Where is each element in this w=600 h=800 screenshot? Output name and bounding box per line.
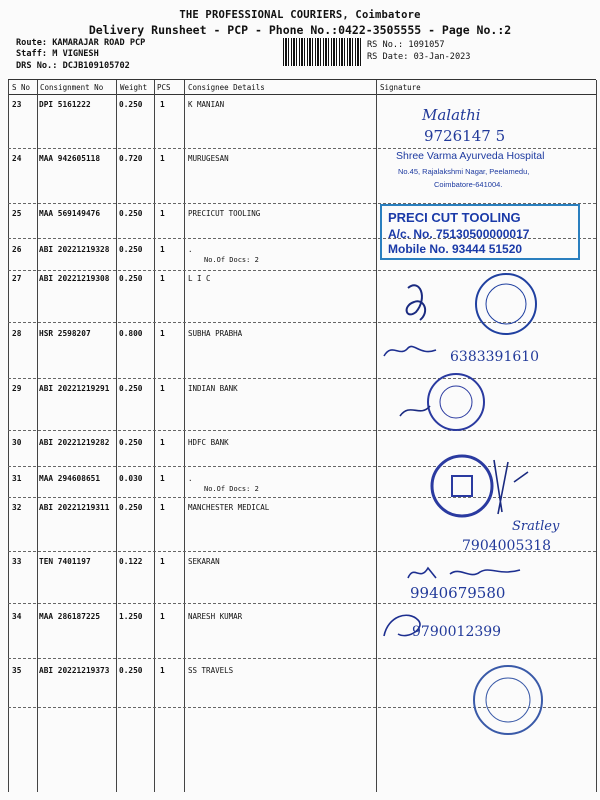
- row-sno: 35: [12, 666, 22, 675]
- subha-phone: 6383391610: [450, 349, 540, 365]
- col-divider: [116, 80, 117, 792]
- hospital-stamp-name: Shree Varma Ayurveda Hospital: [396, 150, 545, 162]
- rs-number: RS No.: 1091057: [367, 40, 445, 50]
- preci-stamp-line1: PRECI CUT TOOLING: [388, 210, 521, 225]
- sekaran-phone: 9940679580: [410, 584, 506, 602]
- row-weight: 0.250: [119, 384, 143, 393]
- preci-cut-stamp: [380, 204, 580, 260]
- row-pcs: 1: [160, 274, 165, 283]
- row-consignment-no: ABI 20221219308: [39, 274, 110, 283]
- row-no-of-docs: No.Of Docs: 2: [204, 485, 259, 493]
- row-sno: 28: [12, 329, 22, 338]
- row-pcs: 1: [160, 557, 165, 566]
- row-weight: 0.250: [119, 503, 143, 512]
- row-consignment-no: ABI 20221219328: [39, 245, 110, 254]
- lic-seal-inner-icon: [486, 284, 526, 324]
- row-weight: 0.800: [119, 329, 143, 338]
- table-header-rule: [8, 94, 596, 95]
- row-no-of-docs: No.Of Docs: 2: [204, 256, 259, 264]
- row-pcs: 1: [160, 100, 165, 109]
- row-weight: 0.250: [119, 245, 143, 254]
- row-consignee: NARESH KUMAR: [188, 612, 243, 621]
- row-weight: 0.250: [119, 209, 143, 218]
- row-consignee: SUBHA PRABHA: [188, 329, 243, 338]
- row-pcs: 1: [160, 245, 165, 254]
- row-consignment-no: MAA 286187225: [39, 612, 101, 621]
- col-divider: [154, 80, 155, 792]
- drs-number: DRS No.: DCJB109105702: [16, 61, 130, 71]
- row-consignment-no: HSR 2598207: [39, 329, 91, 338]
- row-weight: 0.030: [119, 474, 143, 483]
- rs-date: RS Date: 03-Jan-2023: [367, 52, 471, 62]
- barcode: [283, 38, 363, 66]
- malathi-phone: 9726147 5: [424, 127, 506, 145]
- row-consignment-no: MAA 294608651: [39, 474, 101, 483]
- col-divider: [376, 80, 377, 792]
- row-sno: 31: [12, 474, 22, 483]
- row-pcs: 1: [160, 503, 165, 512]
- row-consignment-no: DPI 5161222: [39, 100, 91, 109]
- row-consignee: .: [188, 245, 193, 254]
- row-weight: 0.250: [119, 438, 143, 447]
- row-weight: 0.250: [119, 666, 143, 675]
- row-weight: 0.250: [119, 100, 143, 109]
- row-consignment-no: ABI 20221219311: [39, 503, 110, 512]
- manchester-signature: Sratley: [512, 519, 560, 534]
- row-consignee: .: [188, 474, 193, 483]
- row-separator: [8, 430, 596, 431]
- row-weight: 0.250: [119, 274, 143, 283]
- row-consignee: MURUGESAN: [188, 154, 229, 163]
- col-divider: [37, 80, 38, 792]
- row-sno: 29: [12, 384, 22, 393]
- row-consignee: SS TRAVELS: [188, 666, 234, 675]
- sekaran-signature-icon: [404, 560, 524, 586]
- row-consignee: L I C: [188, 274, 211, 283]
- col-divider: [596, 80, 597, 792]
- subha-signature-icon: [380, 336, 440, 366]
- row-sno: 24: [12, 154, 22, 163]
- col-divider: [184, 80, 185, 792]
- row-weight: 0.720: [119, 154, 143, 163]
- manchester-phone: 7904005318: [462, 538, 552, 554]
- indian-bank-seal-icon: [396, 366, 496, 436]
- ss-travels-seal-icon: [464, 660, 554, 740]
- row-pcs: 1: [160, 474, 165, 483]
- hospital-stamp-address: No.45, Rajalakshmi Nagar, Peelamedu,: [398, 167, 530, 176]
- lic-seal-icon: [476, 274, 536, 334]
- col-header-weight: Weight: [120, 83, 148, 92]
- table-top-rule: [8, 79, 596, 80]
- row-pcs: 1: [160, 384, 165, 393]
- row-consignee: INDIAN BANK: [188, 384, 238, 393]
- row-consignee: K MANIAN: [188, 100, 225, 109]
- company-title: THE PROFESSIONAL COURIERS, Coimbatore: [179, 9, 421, 21]
- lic-signature-area: [380, 268, 596, 338]
- col-header-consignment: Consignment No: [40, 83, 104, 92]
- runsheet-title: Delivery Runsheet - PCP - Phone No.:0422-3505555 - Page No.:2: [88, 23, 512, 37]
- lic-signature-icon: [407, 285, 426, 320]
- row-sno: 32: [12, 503, 22, 512]
- naresh-phone: 9790012399: [412, 624, 502, 640]
- row-consignment-no: MAA 942605118: [39, 154, 101, 163]
- col-header-signature: Signature: [380, 83, 421, 92]
- row-pcs: 1: [160, 612, 165, 621]
- row-consignee: HDFC BANK: [188, 438, 229, 447]
- hospital-stamp-city: Coimbatore-641004.: [434, 180, 503, 189]
- staff: Staff: M VIGNESH: [16, 49, 99, 59]
- row-weight: 1.250: [119, 612, 143, 621]
- preci-stamp-line2: A/c. No. 75130500000017: [388, 227, 530, 241]
- row-sno: 23: [12, 100, 22, 109]
- col-header-pcs: PCS: [157, 83, 171, 92]
- col-header-sno: S No: [12, 83, 31, 92]
- col-divider: [8, 80, 9, 792]
- hdfc-bank-seal-icon: [428, 452, 538, 522]
- row-consignment-no: ABI 20221219291: [39, 384, 110, 393]
- row-consignment-no: ABI 20221219373: [39, 666, 110, 675]
- row-sno: 30: [12, 438, 22, 447]
- row-separator: [8, 603, 596, 604]
- row-consignment-no: TEN 7401197: [39, 557, 91, 566]
- row-sno: 33: [12, 557, 22, 566]
- row-consignee: PRECICUT TOOLING: [188, 209, 261, 218]
- row-consignee: MANCHESTER MEDICAL: [188, 503, 270, 512]
- row-sno: 26: [12, 245, 22, 254]
- route: Route: KAMARAJAR ROAD PCP: [16, 38, 146, 48]
- row-sno: 25: [12, 209, 22, 218]
- row-separator: [8, 658, 596, 659]
- row-separator: [8, 148, 596, 149]
- row-sno: 34: [12, 612, 22, 621]
- malathi-signature: Malathi: [422, 106, 481, 124]
- row-pcs: 1: [160, 154, 165, 163]
- col-header-consignee: Consignee Details: [188, 83, 265, 92]
- row-consignee: SEKARAN: [188, 557, 220, 566]
- row-consignment-no: MAA 569149476: [39, 209, 101, 218]
- row-sno: 27: [12, 274, 22, 283]
- row-pcs: 1: [160, 329, 165, 338]
- row-pcs: 1: [160, 209, 165, 218]
- row-weight: 0.122: [119, 557, 143, 566]
- row-consignment-no: ABI 20221219282: [39, 438, 110, 447]
- row-pcs: 1: [160, 666, 165, 675]
- row-pcs: 1: [160, 438, 165, 447]
- row-separator: [8, 378, 596, 379]
- preci-stamp-line3: Mobile No. 93444 51520: [388, 242, 523, 256]
